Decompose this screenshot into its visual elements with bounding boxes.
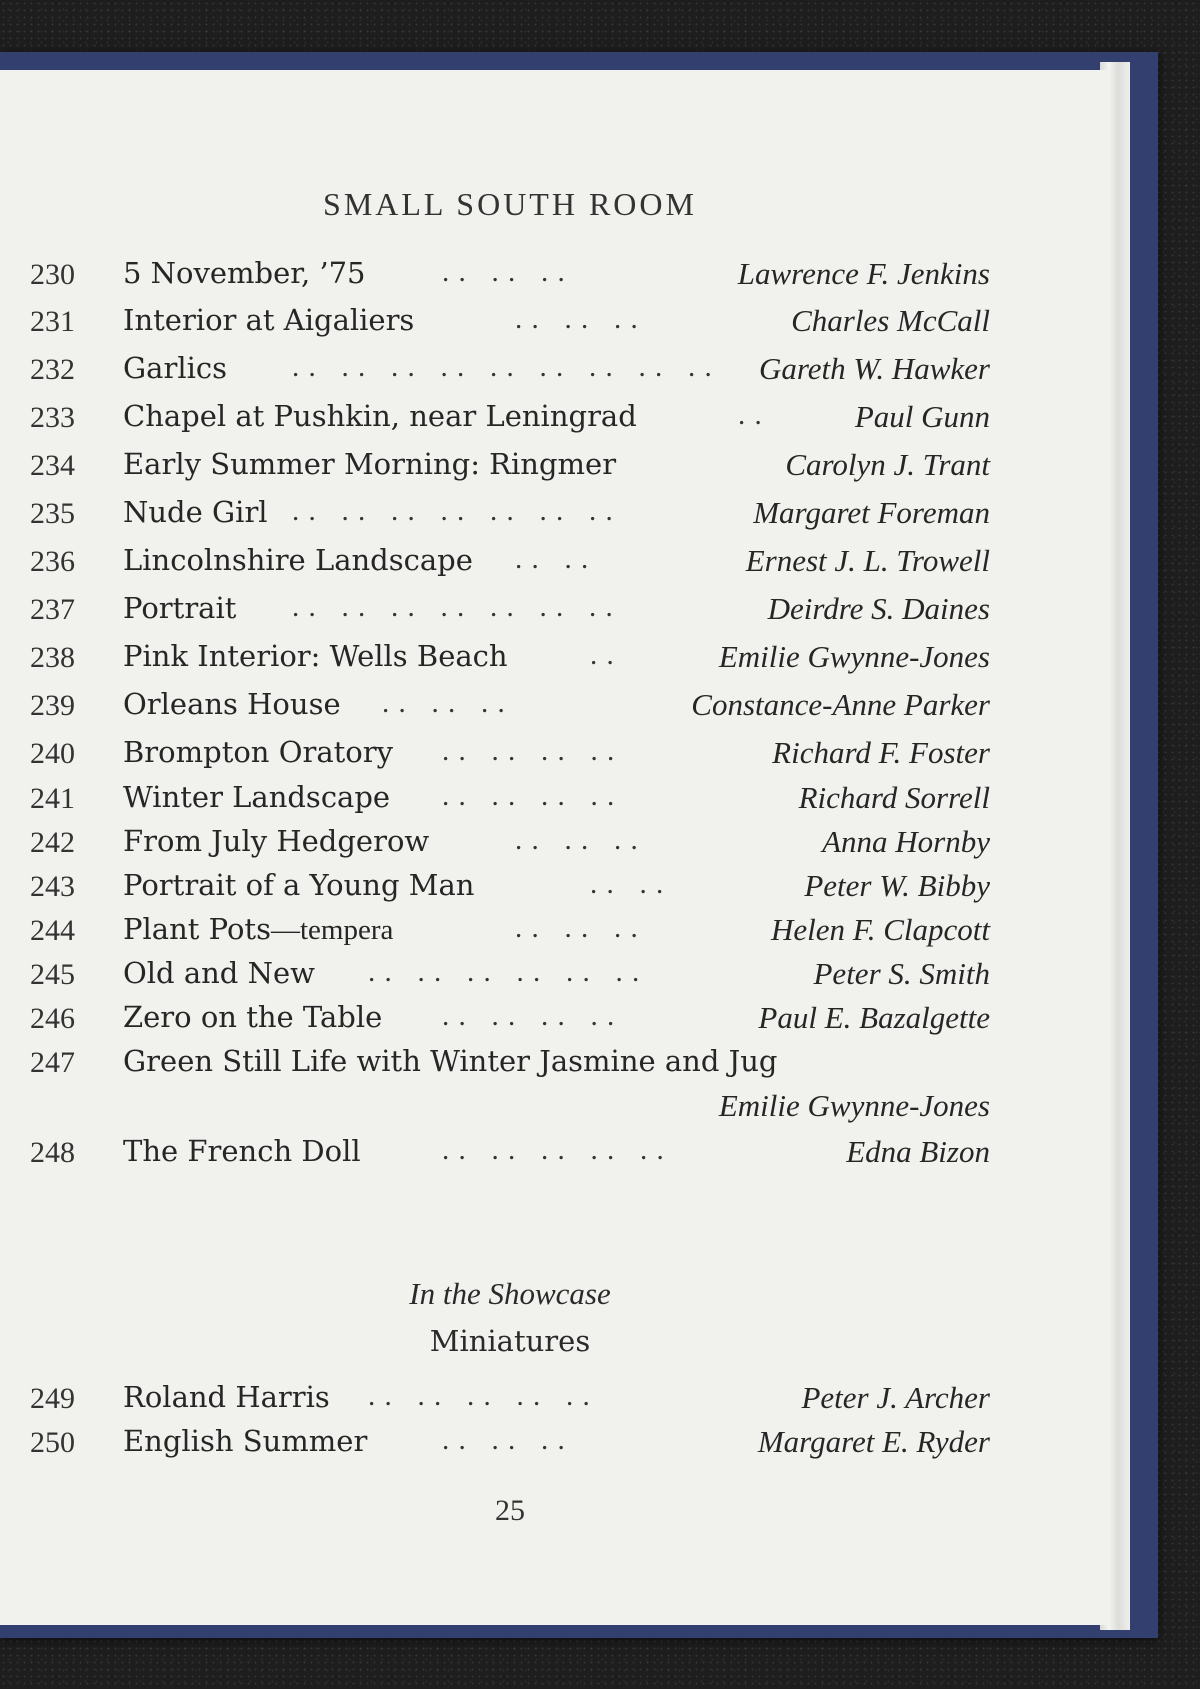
entry-title: 5 November, ’75 [123,256,366,290]
catalogue-page [0,70,1108,1625]
dot-leader: . . . . . . . . . . [368,1380,591,1412]
dot-leader: . . . . . . [515,303,639,335]
entry-artist: Richard F. Foster [772,735,990,770]
entry-artist: Deirdre S. Daines [767,591,990,626]
entry-title: The French Doll [123,1134,361,1168]
entry-number: 235 [30,497,75,530]
dot-leader: . . . . . . [442,1424,566,1456]
entry-artist: Lawrence F. Jenkins [737,256,990,291]
catalogue-entry [0,303,1000,347]
entry-title: Roland Harris [123,1380,330,1414]
catalogue-entry [0,1134,1000,1178]
entry-artist: Charles McCall [791,303,990,338]
page-number: 25 [495,1494,525,1527]
entry-number: 248 [30,1136,75,1169]
entry-number: 247 [30,1046,75,1079]
dot-leader: . . . . [515,543,590,575]
entry-title: Green Still Life with Winter Jasmine and Jug [123,1044,778,1078]
entry-title [123,912,393,947]
entry-title: Old and New [123,956,315,990]
entry-artist: Peter S. Smith [813,956,990,991]
entry-artist: Helen F. Clapcott [771,912,990,947]
catalogue-entry [0,1044,1000,1088]
catalogue-entry [0,780,1000,824]
dot-leader: . . [590,639,615,671]
entry-number: 233 [30,401,75,434]
entry-number: 236 [30,545,75,578]
entry-title: Early Summer Morning: Ringmer [123,447,617,481]
showcase-subheading: Miniatures [429,1324,591,1358]
catalogue-entry [0,256,1000,300]
catalogue-entry [0,735,1000,779]
catalogue-entry [0,447,1000,491]
entry-title-text: Plant Pots [123,912,271,946]
dot-leader: . . . . . . [515,824,639,856]
dot-leader: . . . . . . [515,912,639,944]
dot-leader: . . . . [590,868,665,900]
entry-artist: Emilie Gwynne-Jones [718,1088,990,1123]
entry-number: 238 [30,641,75,674]
catalogue-entry [0,956,1000,1000]
dot-leader: . . [738,399,763,431]
catalogue-entry [0,1000,1000,1044]
entry-number: 243 [30,870,75,903]
dot-leader: . . . . . . . . . . . . [368,956,641,988]
entry-number: 244 [30,914,75,947]
entry-artist-continuation [0,1088,1000,1132]
room-title: SMALL SOUTH ROOM [323,186,697,222]
entry-number: 239 [30,689,75,722]
entry-title: Garlics [123,351,227,385]
entry-number: 234 [30,449,75,482]
catalogue-entry [0,1424,1000,1468]
entry-artist: Paul Gunn [854,399,990,434]
entry-number: 237 [30,593,75,626]
entry-title: Orleans House [123,687,341,721]
catalogue-entry [0,912,1000,956]
entry-artist: Ernest J. L. Trowell [745,543,990,578]
entry-number: 245 [30,958,75,991]
entry-number: 232 [30,353,75,386]
catalogue-entry [0,495,1000,539]
catalogue-entry [0,824,1000,868]
showcase-heading: In the Showcase [409,1276,611,1311]
catalogue-entry [0,687,1000,731]
entry-title: From July Hedgerow [123,824,430,858]
entry-artist: Peter W. Bibby [804,868,990,903]
catalogue-entry [0,591,1000,635]
dot-leader: . . . . . . . . . . . . . . [292,495,614,527]
entry-artist: Margaret E. Ryder [757,1424,990,1459]
entry-title: Brompton Oratory [123,735,393,769]
entry-title: Portrait of a Young Man [123,868,475,902]
entry-number: 231 [30,305,75,338]
entry-medium: —tempera [270,914,394,946]
dot-leader: . . . . . . . . [442,1000,616,1032]
entry-artist: Constance-Anne Parker [691,687,990,722]
entry-number: 246 [30,1002,75,1035]
dot-leader: . . . . . . . . . . [442,1134,665,1166]
entry-artist: Carolyn J. Trant [785,447,990,482]
dot-leader: . . . . . . [382,687,506,719]
entry-title: Pink Interior: Wells Beach [123,639,508,673]
dot-leader: . . . . . . . . [442,735,616,767]
entry-number: 249 [30,1382,75,1415]
entry-number: 250 [30,1426,75,1459]
entry-number: 241 [30,782,75,815]
entry-title: English Summer [123,1424,368,1458]
catalogue-entry [0,868,1000,912]
entry-artist: Gareth W. Hawker [758,351,990,386]
catalogue-entry [0,399,1000,443]
entry-artist: Richard Sorrell [798,780,990,815]
entry-title: Nude Girl [123,495,268,529]
dot-leader: . . . . . . . . . . . . . . . . . . [292,351,713,383]
catalogue-entry [0,639,1000,683]
dot-leader: . . . . . . [442,256,566,288]
catalogue-entry [0,1380,1000,1424]
entry-title: Interior at Aigaliers [123,303,415,337]
entry-artist: Peter J. Archer [801,1380,990,1415]
entry-title: Portrait [123,591,237,625]
entry-artist: Paul E. Bazalgette [758,1000,990,1035]
entry-artist: Anna Hornby [822,824,990,859]
dot-leader: . . . . . . . . . . . . . . [292,591,614,623]
entry-title: Lincolnshire Landscape [123,543,473,577]
entry-number: 230 [30,258,75,291]
entry-title: Winter Landscape [123,780,391,814]
entry-artist: Emilie Gwynne-Jones [718,639,990,674]
entry-artist: Edna Bizon [846,1134,990,1169]
dot-leader: . . . . . . . . [442,780,616,812]
catalogue-entry [0,351,1000,395]
entry-artist: Margaret Foreman [753,495,990,530]
entry-number: 240 [30,737,75,770]
entry-number: 242 [30,826,75,859]
catalogue-entry [0,543,1000,587]
entry-title: Zero on the Table [123,1000,383,1034]
entry-title: Chapel at Pushkin, near Leningrad [123,399,637,433]
